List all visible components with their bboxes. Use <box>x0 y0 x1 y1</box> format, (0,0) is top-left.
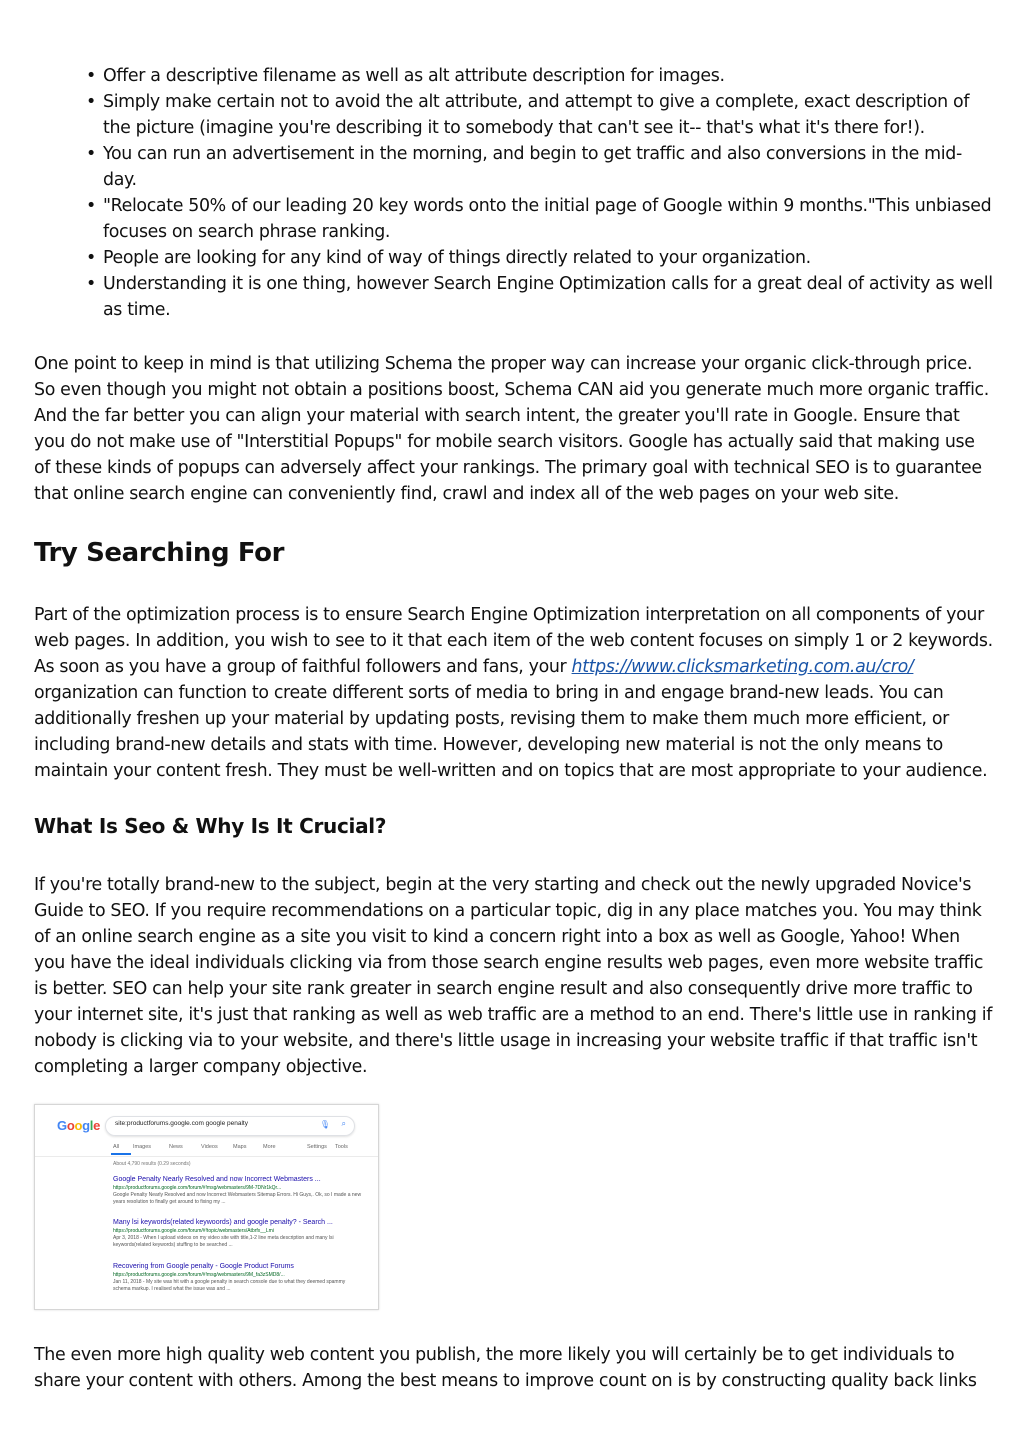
logo-letter: e <box>93 1118 101 1133</box>
inline-link[interactable]: https://www.clicksmarketing.com.au/cro/ <box>571 657 914 677</box>
paragraph-text: Part of the optimization process is to ensure Search Engine Optimization interpretation on all components of your web pages. In addition, you wish to see to it that each item of the web content focuses on simply 1 or 2 keywords. As soon as you have a group of faithful followers and fans, your <box>34 605 993 677</box>
result-url: https://productforums.google.com/forum/#!topic/webmasters/Atbrfx__Lmi <box>113 1228 274 1234</box>
microphone-icon: 🎙 <box>319 1120 330 1129</box>
tab-tools: Tools <box>335 1144 348 1150</box>
logo-letter: o <box>74 1118 83 1133</box>
paragraph: The even more high quality web content you publish, the more likely you will certainly be to get individuals to share your content with others. Among the best means to improve count on is by constructing quality back links <box>34 1345 977 1391</box>
list-item: • "Relocate 50% of our leading 20 key words onto the initial page of Google within 9 months."This unbiased focuses on search phrase ranking. <box>34 193 994 245</box>
divider <box>35 1156 378 1157</box>
tab-videos: Videos <box>201 1144 218 1150</box>
list-item: • Simply make certain not to avoid the alt attribute, and attempt to give a complete, exact description of the picture (imagine you're describing it to somebody that can't see it-- that's what it's there for!). <box>34 89 994 141</box>
result-title: Many lsi keywords(related keywoords) and google penalty? - Search ... <box>113 1219 333 1226</box>
paragraph: One point to keep in mind is that utilizing Schema the proper way can increase your organic click-through price. So even though you might not obtain a positions boost, Schema CAN aid you generate much more organic traffic. And the far better you can align your material with search intent, the greater you'll rate in Google. Ensure that you do not make use of "Interstitial Popups" for mobile search visitors. Google has actually said that making use of these kinds of popups can adversely affect your rankings. The primary goal with technical SEO is to guarantee that online search engine can conveniently find, crawl and index all of the web pages on your web site. <box>34 354 989 504</box>
result-title: Recovering from Google penalty - Google Product Forums <box>113 1263 294 1270</box>
result-url: https://productforums.google.com/forum/#!msg/webmasters/9M-7DNr1kQr... <box>113 1185 282 1191</box>
result-stats: About 4,790 results (0.29 seconds) <box>113 1161 191 1167</box>
list-item: • You can run an advertisement in the morning, and begin to get traffic and also conversions in the mid-day. <box>34 141 994 193</box>
subsection-heading: What Is Seo & Why Is It Crucial? <box>34 814 387 838</box>
logo-letter: l <box>89 1118 94 1133</box>
paragraph: If you're totally brand-new to the subject, begin at the very starting and check out the newly upgraded Novice's Guide to SEO. If you require recommendations on a particular topic, dig in any place matches you. You may think of an online search engine as a site you visit to kind a concern right into a box as well as Google, Yahoo! When you have the ideal individuals clicking via from those search engine results web pages, even more website traffic is better. SEO can help your site rank greater in search engine result and also consequently drive more traffic to your internet site, it's just that ranking as well as web traffic are a method to an end. There's little use in ranking if nobody is clicking via to your website, and there's little usage in increasing your website traffic if that traffic isn't completing a larger company objective. <box>34 875 993 1077</box>
search-result <box>113 1176 363 1206</box>
result-title: Google Penalty Nearly Resolved and now Incorrect Webmasters ... <box>113 1176 321 1183</box>
logo-letter: G <box>57 1118 67 1133</box>
result-snippet: Google Penalty Nearly Resolved and now Incorrect Webmasters Sitemap Errors. Hi Guys,. Ok, so I made a new years resolution to finally get around to fixing my ... <box>113 1192 362 1205</box>
search-icon: ⌕ <box>341 1119 346 1128</box>
google-logo <box>57 1118 100 1133</box>
logo-letter: o <box>66 1118 75 1133</box>
active-tab-indicator <box>111 1153 131 1155</box>
search-query: site:productforums.google.com google penalty <box>115 1120 248 1127</box>
tab-all: All <box>113 1144 120 1150</box>
search-result <box>113 1263 363 1293</box>
tab-settings: Settings <box>307 1144 327 1150</box>
list-item: • Offer a descriptive filename as well as alt attribute description for images. <box>34 63 994 89</box>
list-item: • Understanding it is one thing, however Search Engine Optimization calls for a great deal of activity as well as time. <box>34 271 994 323</box>
bullet-list <box>34 63 994 323</box>
result-snippet: Jan 11, 2018 - My site was hit with a google penalty in search console due to what they deemed spammy schema markup. I realised what the issue was and ... <box>113 1279 346 1292</box>
paragraph <box>34 602 994 784</box>
google-results-screenshot <box>34 1104 379 1310</box>
section-heading: Try Searching For <box>34 538 285 568</box>
search-result <box>113 1219 363 1249</box>
result-url: https://productforums.google.com/forum/#!msg/webmasters/9M_fa3zSMD8/... <box>113 1272 285 1278</box>
paragraph-text: organization can function to create different sorts of media to bring in and engage brand-new leads. You can additionally freshen up your material by updating posts, revising them to make them much more efficient, or including brand-new details and stats with time. However, developing new material is not the only means to maintain your content fresh. They must be well-written and on topics that are most appropriate to your audience. <box>34 683 988 781</box>
result-snippet: Apr 3, 2018 - When I upload videos on my video site with title,1-2 line meta description and many lsi keywords(related keywords) stuffing to be searched ... <box>113 1235 334 1248</box>
tab-maps: Maps <box>233 1144 247 1150</box>
search-box <box>105 1116 355 1136</box>
tab-more: More <box>263 1144 276 1150</box>
logo-letter: g <box>82 1118 90 1133</box>
list-item: • People are looking for any kind of way of things directly related to your organization. <box>34 245 994 271</box>
tab-news: News <box>169 1144 183 1150</box>
tab-images: Images <box>133 1144 152 1150</box>
